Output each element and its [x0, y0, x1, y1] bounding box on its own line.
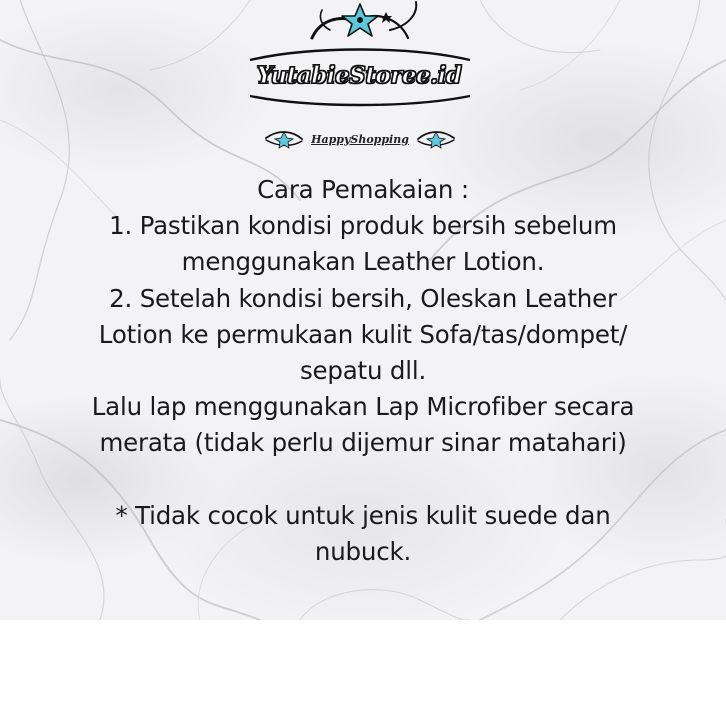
note-line-2: nubuck. — [314, 536, 412, 566]
instructions-heading: Cara Pemakaian : — [257, 175, 469, 204]
step-2-line-1: 2. Setelah kondisi bersih, Oleskan Leather — [109, 283, 617, 313]
step-3-line-1: Lalu lap menggunakan Lap Microfiber secara — [91, 392, 635, 422]
star-icon — [342, 4, 378, 36]
step-1-line-1: 1. Pastikan kondisi produk bersih sebelum — [109, 211, 617, 241]
logo-title: YutabieStoree.id — [256, 61, 462, 89]
logo-subtitle: HappyShopping — [311, 132, 409, 146]
step-2-line-3: sepatu dll. — [299, 356, 427, 386]
logo-title-box — [248, 52, 470, 98]
logo-subtitle-box — [300, 128, 420, 150]
step-3-line-2: merata (tidak perlu dijemur sinar matahari) — [99, 428, 627, 458]
step-1-line-2: menggunakan Leather Lotion. — [181, 247, 545, 277]
store-logo — [240, 0, 480, 160]
step-2-line-2: Lotion ke permukaan kulit Sofa/tas/dompet/ — [98, 319, 628, 349]
usage-instructions — [18, 172, 708, 570]
paragraph-spacer — [18, 462, 708, 498]
note-line-1: * Tidak cocok untuk jenis kulit suede dan — [115, 500, 611, 530]
